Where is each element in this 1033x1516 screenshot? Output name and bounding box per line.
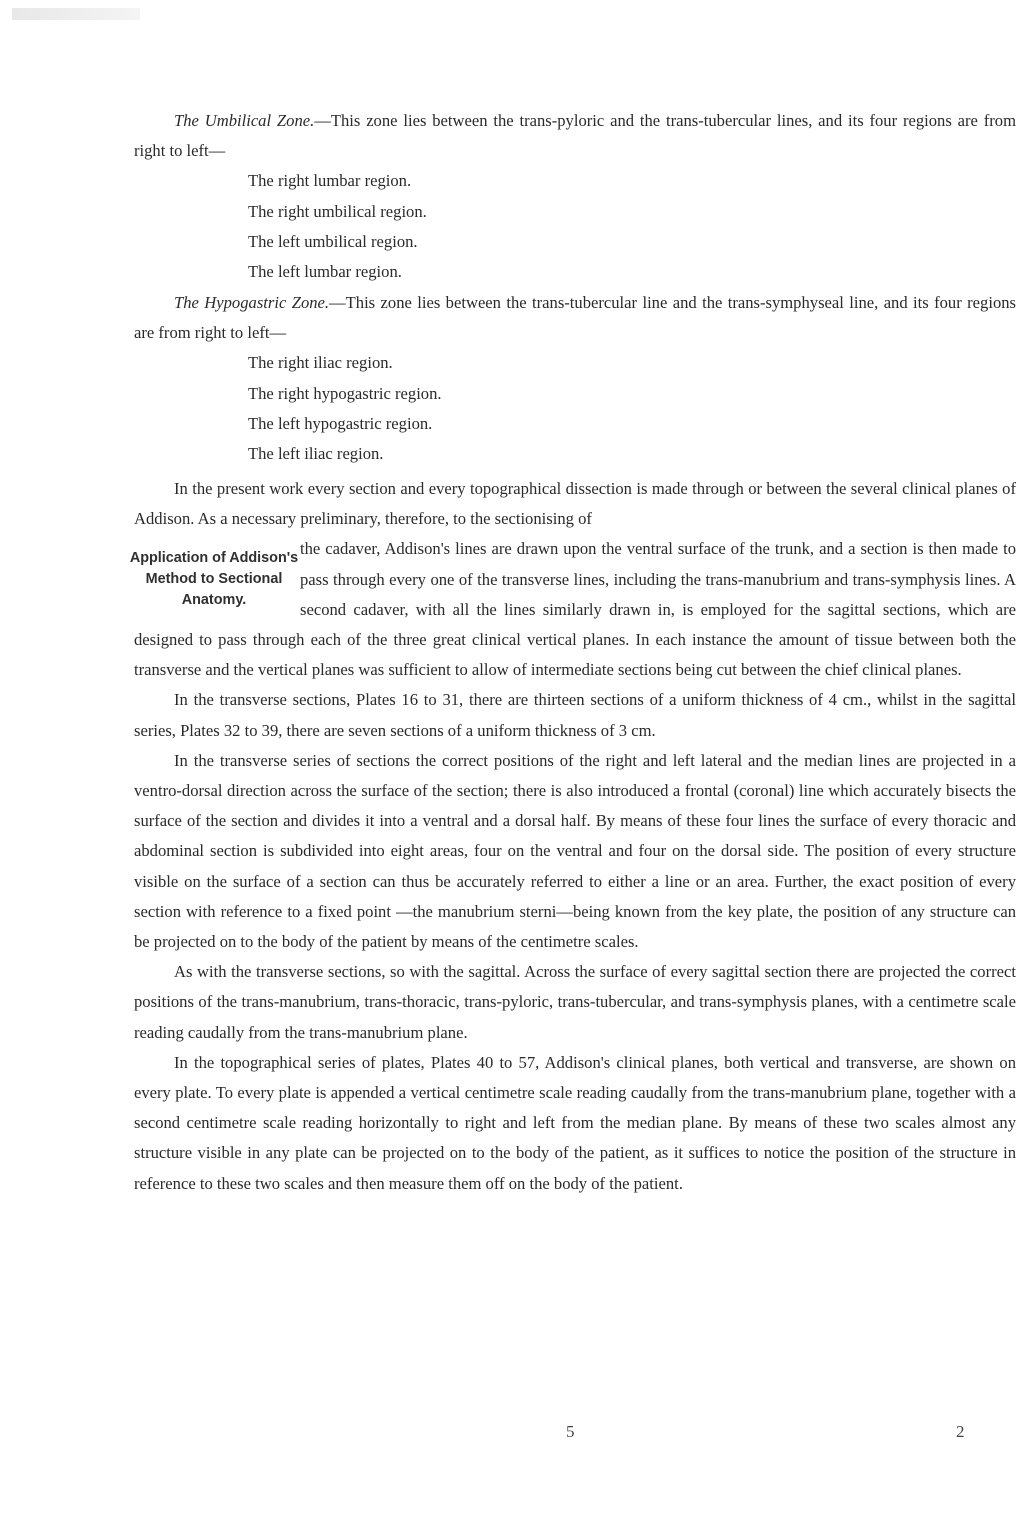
page-number: 5 <box>566 1422 575 1441</box>
list-item: The right iliac region. <box>248 353 393 373</box>
hypogastric-zone-intro: The Hypogastric Zone.—This zone lies between the trans-tubercular line and the trans-symphyseal line, and its four regions are from right to left— <box>134 293 1016 343</box>
paragraph-sagittal-series: As with the transverse sections, so with the sagittal. Across the surface of every sagittal section there are projected the correct positions of the trans-manubrium, trans-thoracic, trans-pyloric, trans-tubercular, and trans-symphysis planes, with a centimetre scale reading caudally from the trans-manubrium plane. <box>134 962 1016 1042</box>
paragraph-method: the cadaver, Addison's lines are drawn upon the ventral surface of the trunk, and a section is then made to pass through every one of the transverse lines, including the trans-manubrium and trans-symphysis lines. A second cadaver, with all the lines similarly drawn in, is employed for the sagittal sections, which are designed to pass through each of the three great clinical vertical planes. In each instance the amount of tissue between both the transverse and the vertical planes was sufficient to allow of intermediate sections being cut between the chief clinical planes. <box>134 539 1016 680</box>
umbilical-zone-section <box>134 106 1016 287</box>
scan-edge-mark <box>12 8 140 20</box>
paragraph-topographical-series: In the topographical series of plates, Plates 40 to 57, Addison's clinical planes, both vertical and transverse, are shown on every plate. To every plate is appended a vertical centimetre scale reading caudally from the trans-manubrium plane, together with a second centimetre scale reading horizontally to right and left from the median plane. By means of these two scales almost any structure visible in any plate can be projected on to the body of the patient, as it suffices to notice the position of the structure in reference to these two scales and then measure them off on the body of the patient. <box>134 1052 1016 1193</box>
hypogastric-zone-section <box>134 288 1016 469</box>
hypogastric-zone-title: The Hypogastric Zone. <box>174 293 330 312</box>
umbilical-zone-intro: The Umbilical Zone.—This zone lies between the trans-pyloric and the trans-tubercular lines, and its four regions are from right to left— <box>134 111 1016 161</box>
sidenote-heading: Application of Addison's Method to Sectional Anatomy. <box>129 550 299 609</box>
paragraph-transverse-series: In the transverse series of sections the correct positions of the right and left lateral and the median lines are projected in a ventro-dorsal direction across the surface of the section; there is also introduced a frontal (coronal) line which accurately bisects the surface of the section and divides it into a ventral and a dorsal half. By means of these four lines the surface of every thoracic and abdominal section is subdivided into eight areas, four on the ventral and four on the dorsal side. The position of every structure visible on the surface of a section can thus be accurately referred to either a line or an area. Further, the exact position of every section with reference to a fixed point —the manubrium sterni—being known from the key plate, the position of any structure can be projected on to the body of the patient by means of the centimetre scales. <box>134 750 1016 952</box>
signature-mark: 2 <box>956 1422 965 1441</box>
list-item: The left iliac region. <box>248 444 384 464</box>
hypogastric-regions-list <box>134 348 1016 469</box>
list-item: The right umbilical region. <box>248 201 427 221</box>
list-item: The right lumbar region. <box>248 171 412 191</box>
umbilical-zone-title: The Umbilical Zone. <box>174 111 315 130</box>
main-text <box>129 474 1016 1199</box>
paragraph-method-lead: In the present work every section and every topographical dissection is made through or between the several clinical planes of Addison. As a necessary preliminary, therefore, to the sectionising of <box>134 479 1016 529</box>
list-item: The left hypogastric region. <box>248 413 433 433</box>
list-item: The right hypogastric region. <box>248 383 442 403</box>
umbilical-regions-list <box>134 166 1016 287</box>
paragraph-transverse-sagittal: In the transverse sections, Plates 16 to 31, there are thirteen sections of a uniform thickness of 4 cm., whilst in the sagittal series, Plates 32 to 39, there are seven sections of a uniform thickness of 3 cm. <box>134 690 1016 740</box>
list-item: The left lumbar region. <box>248 262 402 282</box>
list-item: The left umbilical region. <box>248 231 418 251</box>
sidenote-wrap <box>129 534 1016 685</box>
